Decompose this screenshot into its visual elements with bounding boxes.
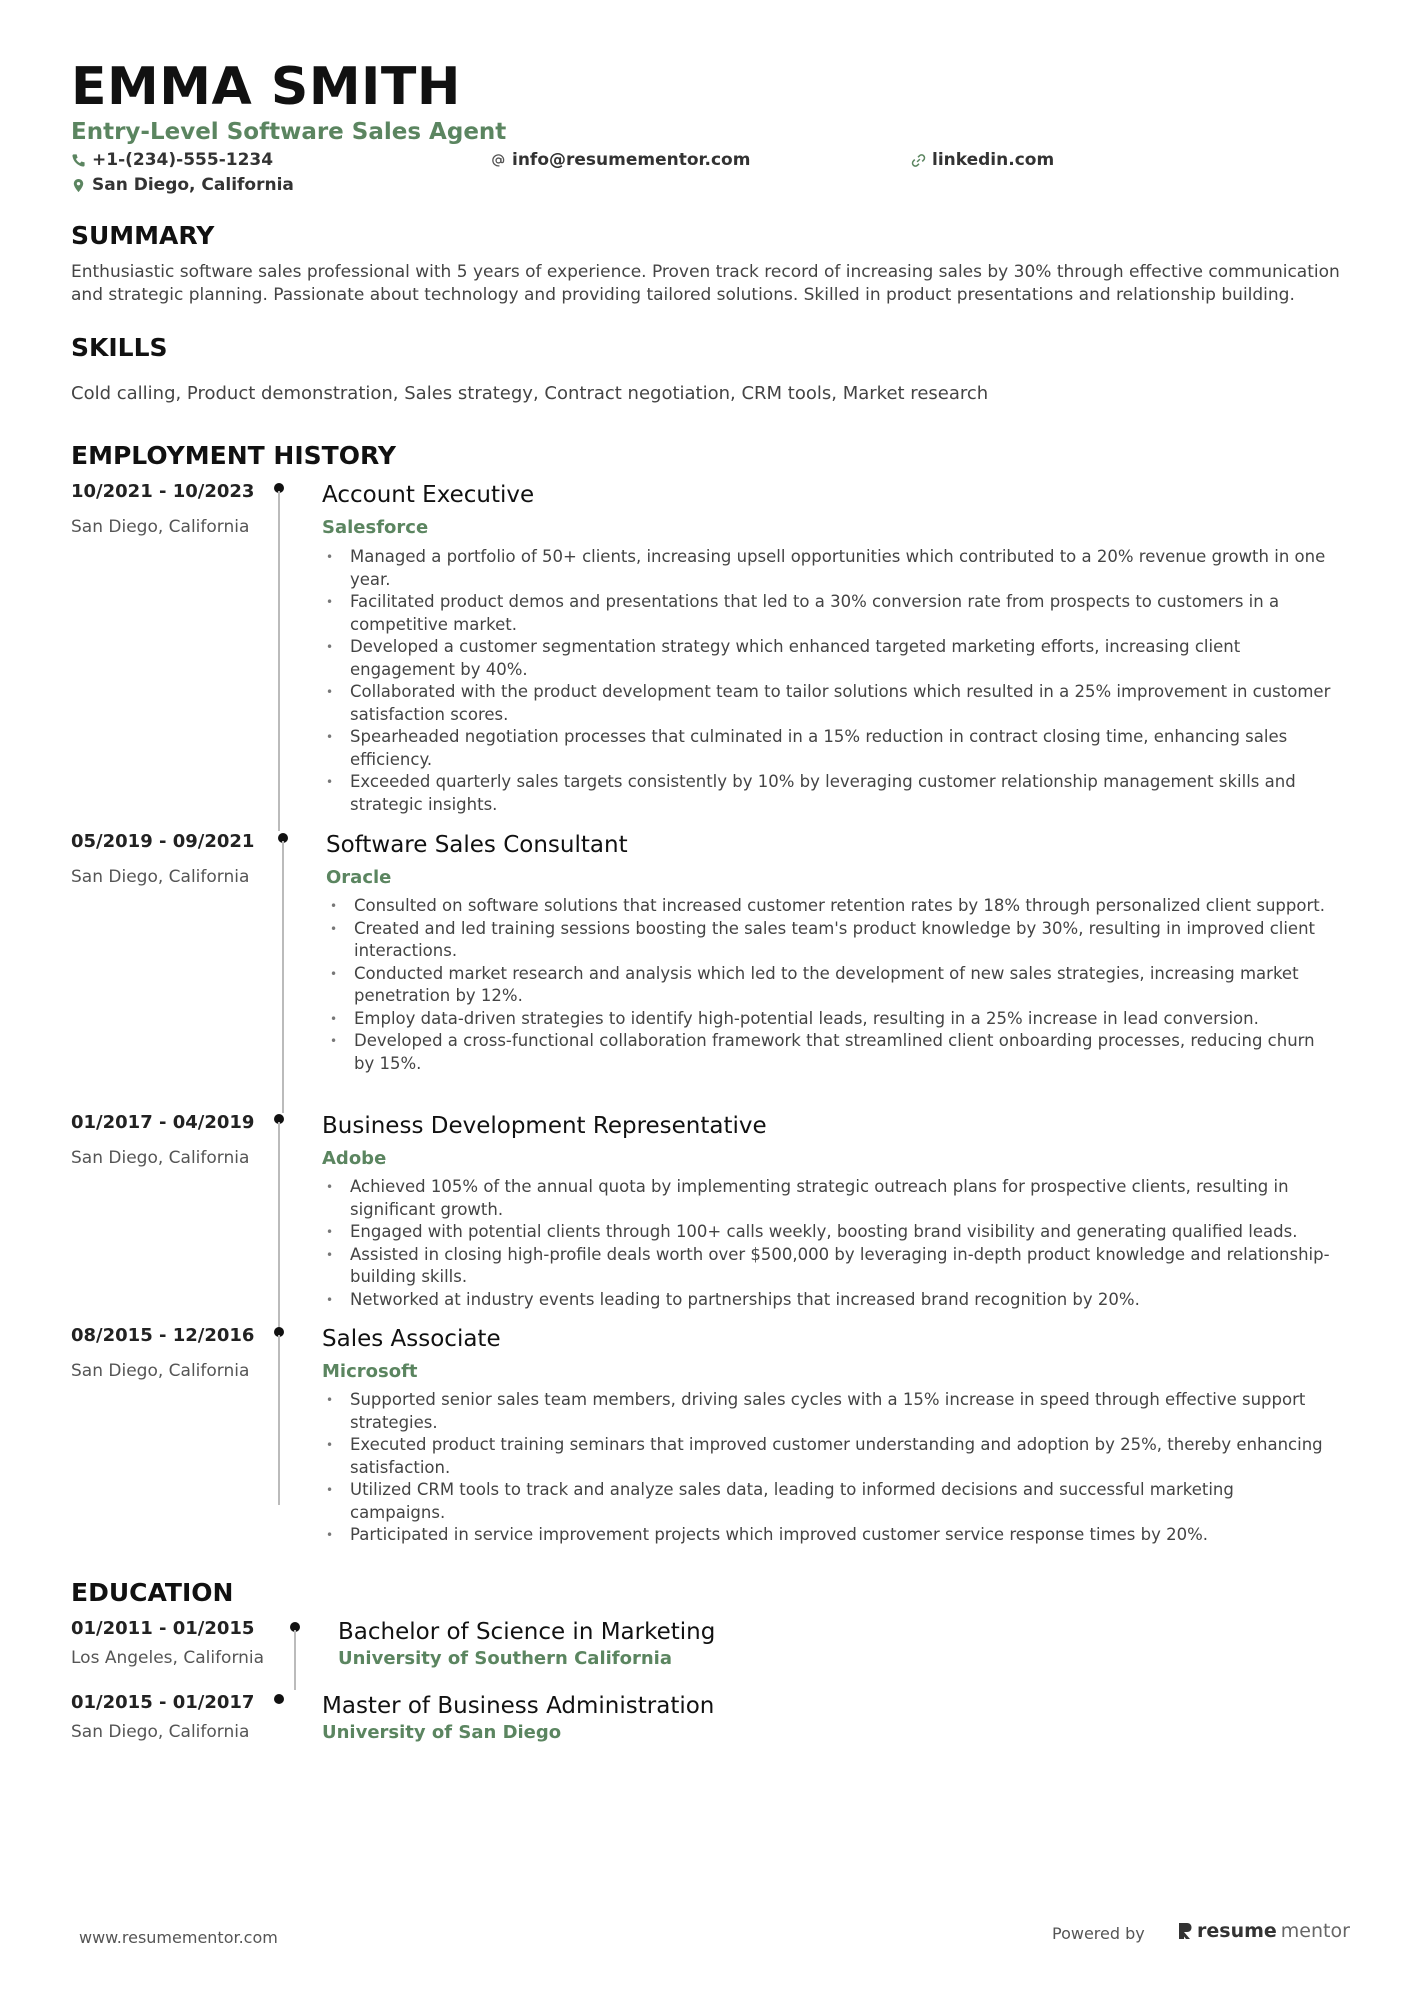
phone-icon xyxy=(71,153,86,168)
contact-location xyxy=(71,174,294,196)
job-company: Salesforce xyxy=(322,517,429,538)
job-bullets xyxy=(322,1176,1332,1311)
employment-heading: EMPLOYMENT HISTORY xyxy=(71,441,396,470)
contact-email[interactable] xyxy=(491,149,750,171)
job-bullet: • Conducted market research and analysis which led to the development of new sales strategies, increasing market penetration by 12%. xyxy=(326,963,1336,1008)
job-location: San Diego, California xyxy=(71,517,250,537)
skills-heading: SKILLS xyxy=(71,333,168,362)
at-icon xyxy=(491,153,506,168)
job-role: Business Development Representative xyxy=(322,1113,767,1139)
job-location: San Diego, California xyxy=(71,867,250,887)
contact-linkedin[interactable] xyxy=(911,149,1054,171)
job-bullet: • Participated in service improvement projects which improved customer service response times by 20%. xyxy=(322,1524,1332,1547)
job-location: San Diego, California xyxy=(71,1148,250,1168)
map-pin-icon xyxy=(71,178,86,193)
timeline-line xyxy=(278,491,280,831)
timeline-line xyxy=(278,1335,280,1505)
candidate-name: EMMA SMITH xyxy=(71,57,461,117)
job-bullet: • Collaborated with the product development team to tailor solutions which resulted in a 25% improvement in customer satisfaction scores. xyxy=(322,681,1332,726)
logo-bold-text: resume xyxy=(1197,1920,1277,1942)
job-bullet: • Networked at industry events leading to partnerships that increased brand recognition by 20%. xyxy=(322,1289,1332,1312)
timeline-dot xyxy=(274,1694,284,1704)
education-location: San Diego, California xyxy=(71,1722,250,1742)
job-role: Software Sales Consultant xyxy=(326,832,628,858)
job-bullet: • Executed product training seminars that improved customer understanding and adoption by 25%, thereby enhancing satisfaction. xyxy=(322,1434,1332,1479)
job-bullet: • Achieved 105% of the annual quota by implementing strategic outreach plans for prospective clients, resulting in significant growth. xyxy=(322,1176,1332,1221)
skills-text: Cold calling, Product demonstration, Sales strategy, Contract negotiation, CRM tools, Market research xyxy=(71,383,989,404)
resumementor-logo-icon xyxy=(1177,1921,1193,1941)
job-bullets xyxy=(322,1389,1332,1547)
job-company: Microsoft xyxy=(322,1361,418,1382)
job-bullet: • Consulted on software solutions that increased customer retention rates by 18% through personalized client support. xyxy=(326,895,1336,918)
summary-heading: SUMMARY xyxy=(71,221,215,250)
job-bullet: • Developed a customer segmentation strategy which enhanced targeted marketing efforts, increasing client engagement by 40%. xyxy=(322,636,1332,681)
phone-text: +1-(234)-555-1234 xyxy=(92,150,274,170)
education-degree: Bachelor of Science in Marketing xyxy=(338,1619,716,1645)
job-dates: 01/2017 - 04/2019 xyxy=(71,1112,255,1133)
link-icon xyxy=(911,153,926,168)
job-dates: 05/2019 - 09/2021 xyxy=(71,831,255,852)
job-company: Oracle xyxy=(326,867,392,888)
job-bullet: • Assisted in closing high-profile deals worth over $500,000 by leveraging in-depth product knowledge and relationship-building skills. xyxy=(322,1244,1332,1289)
job-bullet: • Engaged with potential clients through 100+ calls weekly, boosting brand visibility and generating qualified leads. xyxy=(322,1221,1332,1244)
education-location: Los Angeles, California xyxy=(71,1648,265,1668)
job-dates: 10/2021 - 10/2023 xyxy=(71,481,255,502)
location-text: San Diego, California xyxy=(92,175,294,195)
logo-light-text: mentor xyxy=(1280,1920,1350,1942)
footer-website[interactable]: www.resumementor.com xyxy=(79,1928,278,1947)
candidate-title: Entry-Level Software Sales Agent xyxy=(71,119,507,145)
footer-powered-by: Powered by xyxy=(1052,1924,1145,1943)
timeline-line xyxy=(278,1122,280,1328)
job-bullet: • Spearheaded negotiation processes that culminated in a 15% reduction in contract closing time, enhancing sales efficiency. xyxy=(322,726,1332,771)
summary-text: Enthusiastic software sales professional with 5 years of experience. Proven track record of increasing sales by 30% through effective communication and strategic planning. Passionate about technology and providing tailored solutions. Skilled in product presentations and relationship building. xyxy=(71,262,1340,305)
job-bullet: • Utilized CRM tools to track and analyze sales data, leading to informed decisions and successful marketing campaigns. xyxy=(322,1479,1332,1524)
footer-logo[interactable] xyxy=(1177,1920,1350,1942)
job-role: Account Executive xyxy=(322,482,535,508)
timeline-line xyxy=(282,841,284,1113)
contact-phone[interactable] xyxy=(71,149,273,171)
job-bullets xyxy=(326,895,1336,1075)
linkedin-text: linkedin.com xyxy=(932,150,1055,170)
job-bullet: • Created and led training sessions boosting the sales team's product knowledge by 30%, resulting in improved client interactions. xyxy=(326,918,1336,963)
job-location: San Diego, California xyxy=(71,1361,250,1381)
timeline-line xyxy=(294,1630,296,1690)
job-bullet: • Supported senior sales team members, driving sales cycles with a 15% increase in speed through effective support strategies. xyxy=(322,1389,1332,1434)
education-school: University of Southern California xyxy=(338,1648,673,1669)
education-heading: EDUCATION xyxy=(71,1578,234,1607)
job-bullet: • Managed a portfolio of 50+ clients, increasing upsell opportunities which contributed to a 20% revenue growth in one year. xyxy=(322,546,1332,591)
education-school: University of San Diego xyxy=(322,1722,562,1743)
job-bullet: • Exceeded quarterly sales targets consistently by 10% by leveraging customer relationship management skills and strategic insights. xyxy=(322,771,1332,816)
job-dates: 08/2015 - 12/2016 xyxy=(71,1325,255,1346)
job-bullet: • Employ data-driven strategies to identify high-potential leads, resulting in a 25% increase in lead conversion. xyxy=(326,1008,1336,1031)
job-company: Adobe xyxy=(322,1148,387,1169)
education-dates: 01/2011 - 01/2015 xyxy=(71,1618,255,1639)
job-role: Sales Associate xyxy=(322,1326,501,1352)
email-text: info@resumementor.com xyxy=(512,150,751,170)
job-bullets xyxy=(322,546,1332,816)
education-degree: Master of Business Administration xyxy=(322,1693,715,1719)
job-bullet: • Developed a cross-functional collaboration framework that streamlined client onboarding processes, reducing churn by 15%. xyxy=(326,1030,1336,1075)
job-bullet: • Facilitated product demos and presentations that led to a 30% conversion rate from prospects to customers in a competitive market. xyxy=(322,591,1332,636)
education-dates: 01/2015 - 01/2017 xyxy=(71,1692,255,1713)
